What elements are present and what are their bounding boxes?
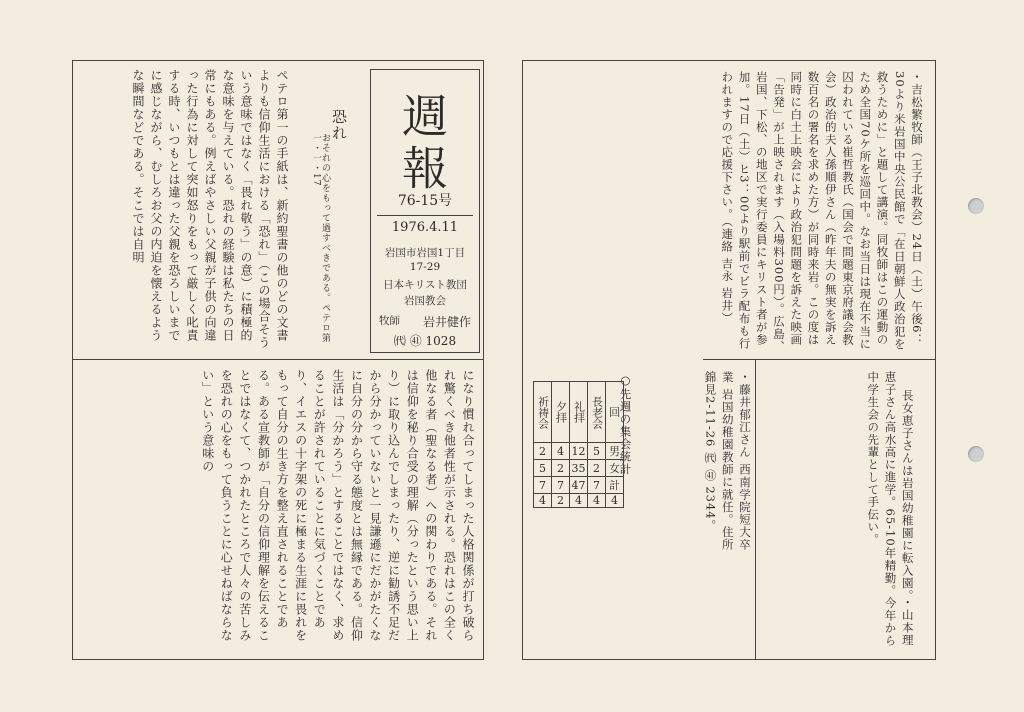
- attendance-cell: 7: [552, 477, 570, 494]
- attendance-cell: 7: [588, 477, 606, 494]
- address-line-3: 日本キリスト教団: [383, 279, 467, 291]
- notice-teacher: ・藤井郁江さん 西南学院短大卒業 岩国幼稚園教師に就任。住所錦見2-11-26 ㈹ ㊶ 2344。: [703, 371, 752, 551]
- attendance-cell: 5: [588, 443, 606, 460]
- attendance-heading: ○先週の集会統計: [618, 373, 633, 476]
- address-line-4: 岩国教会: [404, 295, 446, 307]
- attendance-cell: 4: [552, 443, 570, 460]
- address-line-1: 岩国市岩国1丁目: [384, 247, 466, 259]
- attendance-cell: 4: [534, 494, 552, 508]
- column-divider: [755, 359, 756, 659]
- pastor-label: 牧師: [379, 315, 400, 327]
- essay-body-bottom: になり慣れ合ってしまった人格関係が打ち破られ驚くべき他者性が示される。恐れはこの全く他なる者（聖なる者）への関わりである。それは信仰を秘り合受の理解（分ったという思い上り）に取り込んでしまったり、逆に勧誘不足だから分かっていないと一見謙遜にだかがたくなに自分の分から守る態度とは無縁である。信仰生活は「分かろう」とすることではなく、求めることが許されていることに気づくことであり、イエスの十字架の死に極まる生涯に畏れをもって自分の生き方を整え直されることである。ある宣教師が「自分の信仰理解を伝えることではなくて、つかれたところで人々の苦しみを恐れの心をもって負うことに心せねばならない」という意味の: [200, 369, 475, 642]
- attendance-cell: 2: [588, 460, 606, 477]
- attendance-cell: 5: [534, 460, 552, 477]
- issue-number: 76-15号: [397, 193, 453, 209]
- attendance-date: 4: [588, 494, 606, 508]
- notice-enrollment: 長女恵子さんは岩国幼稚園に転入園。・山本理恵子さん高水高に進学。65-10年精勤。今年から中学生会の先輩として手伝い。: [866, 371, 915, 647]
- essay-body-top: ペテロ第一の手紙は、新約聖書の他のどの文書よりも信仰生活における「恐れ」（この場合そういう意味ではなく「畏れ敬う」の意）に積極的な意味を与えている。恐れの経験は私たちの日常にもある。例えばやさしい父親が子供の向違った行為に対して突如怒りをもって厳しく叱責する時、いつもとは違った父親を恐ろしいまでに感じながら、むしろお父の内迫を懐えるような瞬間などである。そこでは自明: [131, 69, 289, 349]
- section-divider-right: [703, 359, 935, 360]
- attendance-cell: 2: [552, 494, 570, 508]
- address-line-2: 17-29: [409, 261, 441, 273]
- attendance-header: 男: [606, 443, 624, 460]
- issue-date: 1976.4.11: [377, 215, 473, 235]
- essay-heading: 恐れ: [330, 109, 348, 141]
- attendance-cell: 12: [571, 444, 586, 458]
- section-divider: [73, 359, 483, 360]
- newsletter-title: 週報: [395, 92, 449, 196]
- attendance-date: 4: [570, 494, 588, 508]
- attendance-cell: 47: [571, 478, 586, 492]
- attendance-table: [533, 381, 624, 508]
- attendance-cell: 礼拝: [570, 382, 588, 443]
- punch-hole-top: [968, 198, 984, 214]
- attendance-header: 女: [606, 460, 624, 477]
- essay-epigraph: おそれの心をもって過すべきである。ペテロ第一・一・17: [311, 133, 330, 343]
- attendance-header: 回: [606, 382, 624, 443]
- attendance-cell: 2: [552, 460, 570, 477]
- attendance-cell: 7: [534, 477, 552, 494]
- church-phone: ㈹ ㊶ 1028: [393, 334, 457, 348]
- punch-hole-bottom: [968, 446, 984, 462]
- masthead: [370, 69, 480, 353]
- pastor-name: 岩井健作: [422, 315, 471, 329]
- attendance-cell: 夕拝: [552, 382, 570, 443]
- right-page: [522, 60, 936, 660]
- attendance-cell: 4: [606, 494, 624, 508]
- attendance-cell: 35: [571, 461, 586, 475]
- left-page: [72, 60, 484, 660]
- attendance-cell: 2: [534, 443, 552, 460]
- attendance-header: 計: [606, 477, 624, 494]
- attendance-cell: 祈祷会: [534, 382, 552, 443]
- notice-political-prisoners: ・吉松繁牧師（王子北教会）24日（土）午後6：30より米岩国中央公民館で「在日朝鮮人政治犯を救うために」と題して講演。同牧師はこの運動のため全国70ケ所を巡回中。なお当日は現在不当に囚われている崔哲教氏（国会で問題東京府議会教会）政治的夫人孫順伊さん（昨年夫の無実を訴え数百名の署名を求めた方）が同時来岩。この度は同時に白土上映会により政治犯問題を訴えた映画「告発」が上映されます（入場料300円）。広島、岩国、下松、の地区で実行委員にキリスト者が参加。17日（土）ヒ3：00より駅前でビラ配布も行われますので応援下さい。（連絡 吉永 岩井）: [720, 71, 924, 353]
- notice-members: [757, 371, 933, 653]
- attendance-cell: 長老会: [588, 382, 606, 443]
